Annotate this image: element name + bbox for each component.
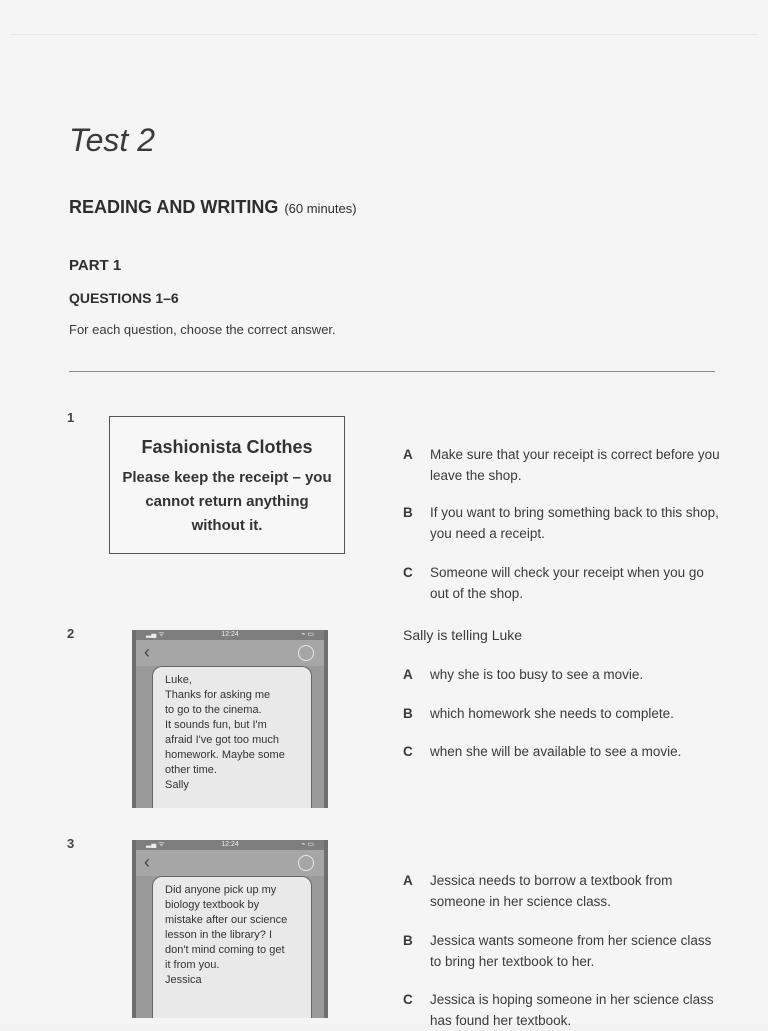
message-line: mistake after our science [165, 914, 288, 926]
phone-screen-q2 [132, 630, 328, 808]
option-letter: B [403, 505, 413, 520]
message-bubble [152, 876, 312, 1018]
message-line: don't mind coming to get [165, 944, 285, 956]
notice-body: Please keep the receipt – you cannot return anything without it. [122, 469, 332, 534]
message-line: homework. Maybe some [165, 749, 285, 761]
message-line: it from you. [165, 959, 220, 971]
top-rule [10, 34, 758, 35]
option-text: Jessica wants someone from her science class to bring her textbook to her. [430, 933, 712, 969]
message-signature: Jessica [165, 974, 202, 986]
back-chevron-icon: ‹ [144, 642, 150, 662]
q2-option-b[interactable] [403, 703, 723, 724]
circle-icon [298, 855, 314, 871]
option-letter: C [403, 565, 413, 580]
back-chevron-icon: ‹ [144, 852, 150, 872]
message-line: afraid I've got too much [165, 734, 279, 746]
question-number-1: 1 [67, 410, 75, 425]
message-line: other time. [165, 764, 217, 776]
battery-icon: ⌁ ▭ [301, 631, 314, 638]
option-text: If you want to bring something back to this shop, you need a receipt. [430, 505, 719, 541]
q2-prompt: Sally is telling Luke [403, 627, 523, 643]
divider [69, 371, 715, 372]
message-line: It sounds fun, but I'm [165, 719, 267, 731]
signal-icon: ▂▄ ᯤ [146, 841, 165, 848]
section-title-text: READING AND WRITING [69, 197, 279, 217]
option-letter: A [403, 667, 413, 682]
option-letter: B [403, 706, 413, 721]
option-text: Jessica is hoping someone in her science class has found her textbook. [430, 992, 714, 1028]
section-title [69, 197, 357, 218]
notice-title: Fashionista Clothes [141, 437, 313, 457]
option-text: which homework she needs to complete. [430, 706, 674, 721]
instructions: For each question, choose the correct answer. [69, 322, 336, 337]
message-bubble [152, 666, 312, 808]
q1-option-c[interactable] [403, 562, 723, 604]
option-letter: C [403, 992, 413, 1007]
message-line: biology textbook by [165, 899, 260, 911]
question-number-3: 3 [67, 836, 75, 851]
section-duration: (60 minutes) [284, 201, 357, 216]
option-text: why she is too busy to see a movie. [430, 667, 644, 682]
phone-nav-bar [136, 640, 324, 666]
q3-option-c[interactable] [403, 989, 723, 1031]
option-text: Jessica needs to borrow a textbook from someone in her science class. [430, 873, 673, 909]
questions-range: QUESTIONS 1–6 [69, 290, 179, 306]
message-line: Did anyone pick up my [165, 884, 277, 896]
phone-time: 12:24 [221, 631, 239, 638]
q2-option-c[interactable] [403, 741, 723, 762]
message-line: to go to the cinema. [165, 704, 262, 716]
q2-option-a[interactable] [403, 664, 723, 685]
question-number-2: 2 [67, 626, 75, 641]
option-letter: C [403, 744, 413, 759]
q3-option-b[interactable] [403, 930, 723, 972]
phone-status-bar [136, 630, 324, 640]
option-text: when she will be available to see a movie. [430, 744, 682, 759]
q1-option-b[interactable] [403, 502, 723, 544]
shop-notice [109, 416, 345, 554]
message-signature: Sally [165, 779, 189, 791]
q3-option-a[interactable] [403, 870, 723, 912]
test-title: Test 2 [69, 122, 155, 158]
phone-status-bar [136, 840, 324, 850]
phone-screen-q3 [132, 840, 328, 1018]
option-text: Someone will check your receipt when you go out of the shop. [430, 565, 704, 601]
message-line: Thanks for asking me [165, 689, 271, 701]
message-line: Luke, [165, 674, 192, 686]
option-letter: A [403, 873, 413, 888]
option-letter: A [403, 447, 413, 462]
part-title: PART 1 [69, 257, 122, 274]
phone-nav-bar [136, 850, 324, 876]
option-letter: B [403, 933, 413, 948]
signal-icon: ▂▄ ᯤ [146, 631, 165, 638]
q1-option-a[interactable] [403, 444, 723, 486]
circle-icon [298, 645, 314, 661]
message-line: lesson in the library? I [165, 929, 272, 941]
battery-icon: ⌁ ▭ [301, 841, 314, 848]
option-text: Make sure that your receipt is correct before you leave the shop. [430, 447, 720, 483]
phone-time: 12:24 [221, 841, 239, 848]
